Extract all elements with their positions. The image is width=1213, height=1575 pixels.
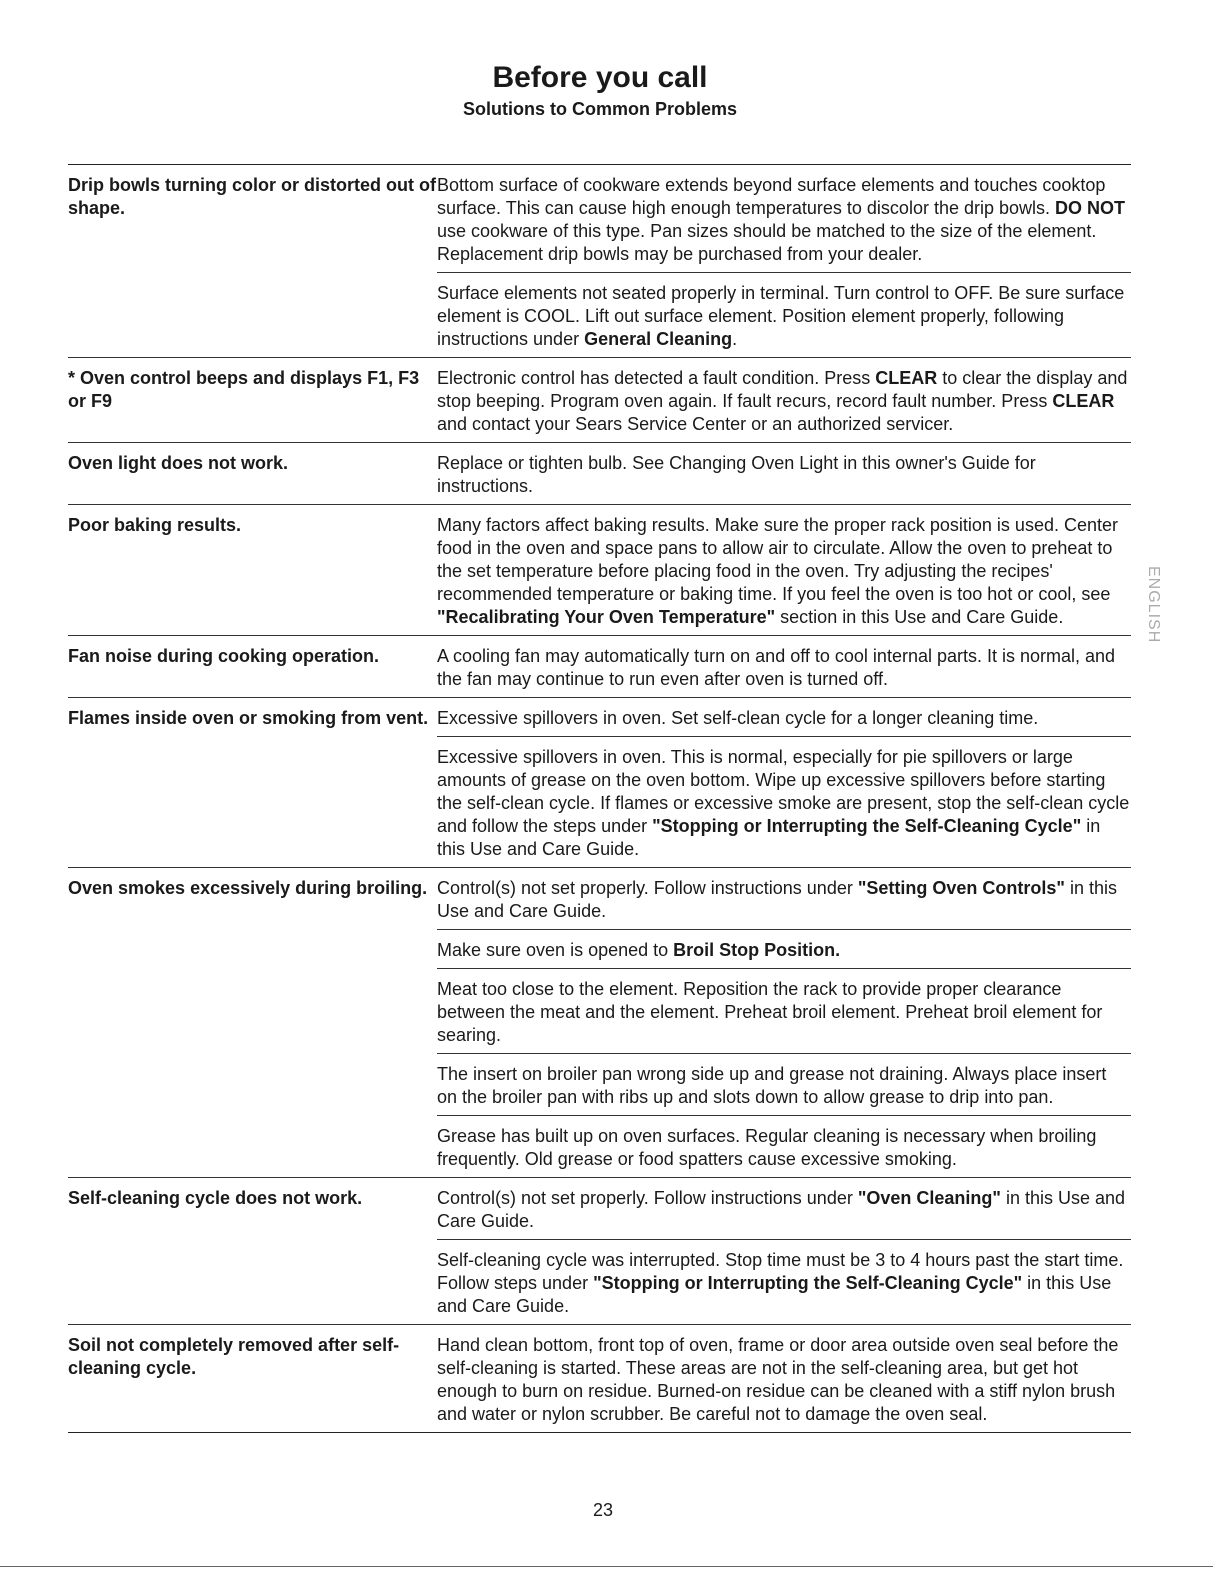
solution-text: Meat too close to the element. Reposition the rack to provide proper clearance between the meat and the element. Preheat broil element. Preheat broil element for searing. (437, 968, 1131, 1053)
table-row (68, 442, 1131, 504)
solution-cell (437, 1325, 1131, 1432)
solution-text: The insert on broiler pan wrong side up and grease not draining. Always place insert on the broiler pan with ribs up and slots down to allow grease to drip into pan. (437, 1053, 1131, 1115)
problem-cell: Self-cleaning cycle does not work. (68, 1188, 363, 1208)
solution-text: Surface elements not seated properly in terminal. Turn control to OFF. Be sure surface element is COOL. Lift out surface element. Position element properly, following instructions under General Cleaning. (437, 272, 1131, 357)
table-row (68, 165, 1131, 357)
table-row (68, 1177, 1131, 1324)
solution-text: Grease has built up on oven surfaces. Regular cleaning is necessary when broiling frequently. Old grease or food spatters cause excessive smoking. (437, 1115, 1131, 1177)
solution-text: Self-cleaning cycle was interrupted. Stop time must be 3 to 4 hours past the start time. Follow steps under "Stopping or Interrupting the Self-Cleaning Cycle" in this Use and Care Guide. (437, 1239, 1131, 1324)
table-row (68, 635, 1131, 697)
solution-cell (437, 636, 1131, 697)
problem-cell: Poor baking results. (68, 515, 242, 535)
solution-text: Electronic control has detected a fault condition. Press CLEAR to clear the display and stop beeping. Program oven again. If fault recurs, record fault number. Press CLEAR and contact your Sears Service Center or an authorized servicer. (437, 368, 1128, 434)
problem-cell: Oven light does not work. (68, 453, 289, 473)
problem-cell: * Oven control beeps and displays F1, F3 or F9 (68, 368, 420, 411)
page-number: 23 (592, 1500, 614, 1520)
solution-cell (437, 868, 1131, 1177)
problem-cell: Fan noise during cooking operation. (68, 646, 380, 666)
page-subtitle: Solutions to Common Problems (462, 99, 737, 119)
solution-text: Excessive spillovers in oven. Set self-clean cycle for a longer cleaning time. (437, 708, 1039, 728)
solution-cell (437, 1178, 1131, 1324)
solution-text: Bottom surface of cookware extends beyond surface elements and touches cooktop surface. This can cause high enough temperatures to discolor the drip bowls. DO NOT use cookware of this type. Pan sizes should be matched to the size of the element. Replacement drip bowls may be purchased from your dealer. (437, 175, 1126, 264)
solution-text: Many factors affect baking results. Make sure the proper rack position is used. Center food in the oven and space pans to allow air to circulate. Allow the oven to preheat to the set temperature before placing food in the oven. Try adjusting the recipes' recommended temperature or baking time. If you feel the oven is too hot or cool, see "Recalibrating Your Oven Temperature" section in this Use and Care Guide. (437, 515, 1118, 627)
page-header (0, 60, 1200, 120)
problem-cell: Flames inside oven or smoking from vent. (68, 708, 429, 728)
solution-cell (437, 358, 1131, 442)
table-row (68, 357, 1131, 442)
solution-text: Hand clean bottom, front top of oven, frame or door area outside oven seal before the self-cleaning is started. These areas are not in the self-cleaning area, but get hot enough to burn on residue. Burned-on residue can be cleaned with a stiff nylon brush and water or nylon scrubber. Be careful not to damage the oven seal. (437, 1335, 1119, 1424)
solution-cell (437, 443, 1131, 504)
problem-cell: Soil not completely removed after self-cleaning cycle. (68, 1335, 400, 1378)
solution-text: Excessive spillovers in oven. This is normal, especially for pie spillovers or large amounts of grease on the oven bottom. Wipe up excessive spillovers before starting the self-clean cycle. If flames or excessive smoke are present, stop the self-clean cycle and follow the steps under "Stopping or Interrupting the Self-Cleaning Cycle" in this Use and Care Guide. (437, 736, 1131, 867)
troubleshooting-table (68, 164, 1131, 1433)
solution-cell (437, 165, 1131, 357)
solution-text: Replace or tighten bulb. See Changing Oven Light in this owner's Guide for instructions. (437, 453, 1036, 496)
page-title: Before you call (492, 61, 708, 94)
solution-text: Control(s) not set properly. Follow instructions under "Oven Cleaning" in this Use and Care Guide. (437, 1188, 1126, 1231)
solution-text: Control(s) not set properly. Follow instructions under "Setting Oven Controls" in this Use and Care Guide. (437, 878, 1117, 921)
table-row (68, 697, 1131, 867)
footer-rule (0, 1566, 1213, 1567)
side-language-tab: ENGLISH (1145, 566, 1162, 644)
table-row (68, 504, 1131, 635)
problem-cell: Oven smokes excessively during broiling. (68, 878, 428, 898)
table-row (68, 867, 1131, 1177)
table-row (68, 1324, 1131, 1432)
solution-cell (437, 698, 1131, 867)
solution-text: A cooling fan may automatically turn on and off to cool internal parts. It is normal, and the fan may continue to run even after oven is turned off. (437, 646, 1116, 689)
solution-cell (437, 505, 1131, 635)
solution-text: Make sure oven is opened to Broil Stop Position. (437, 929, 1131, 968)
problem-cell: Drip bowls turning color or distorted out of shape. (68, 175, 436, 218)
